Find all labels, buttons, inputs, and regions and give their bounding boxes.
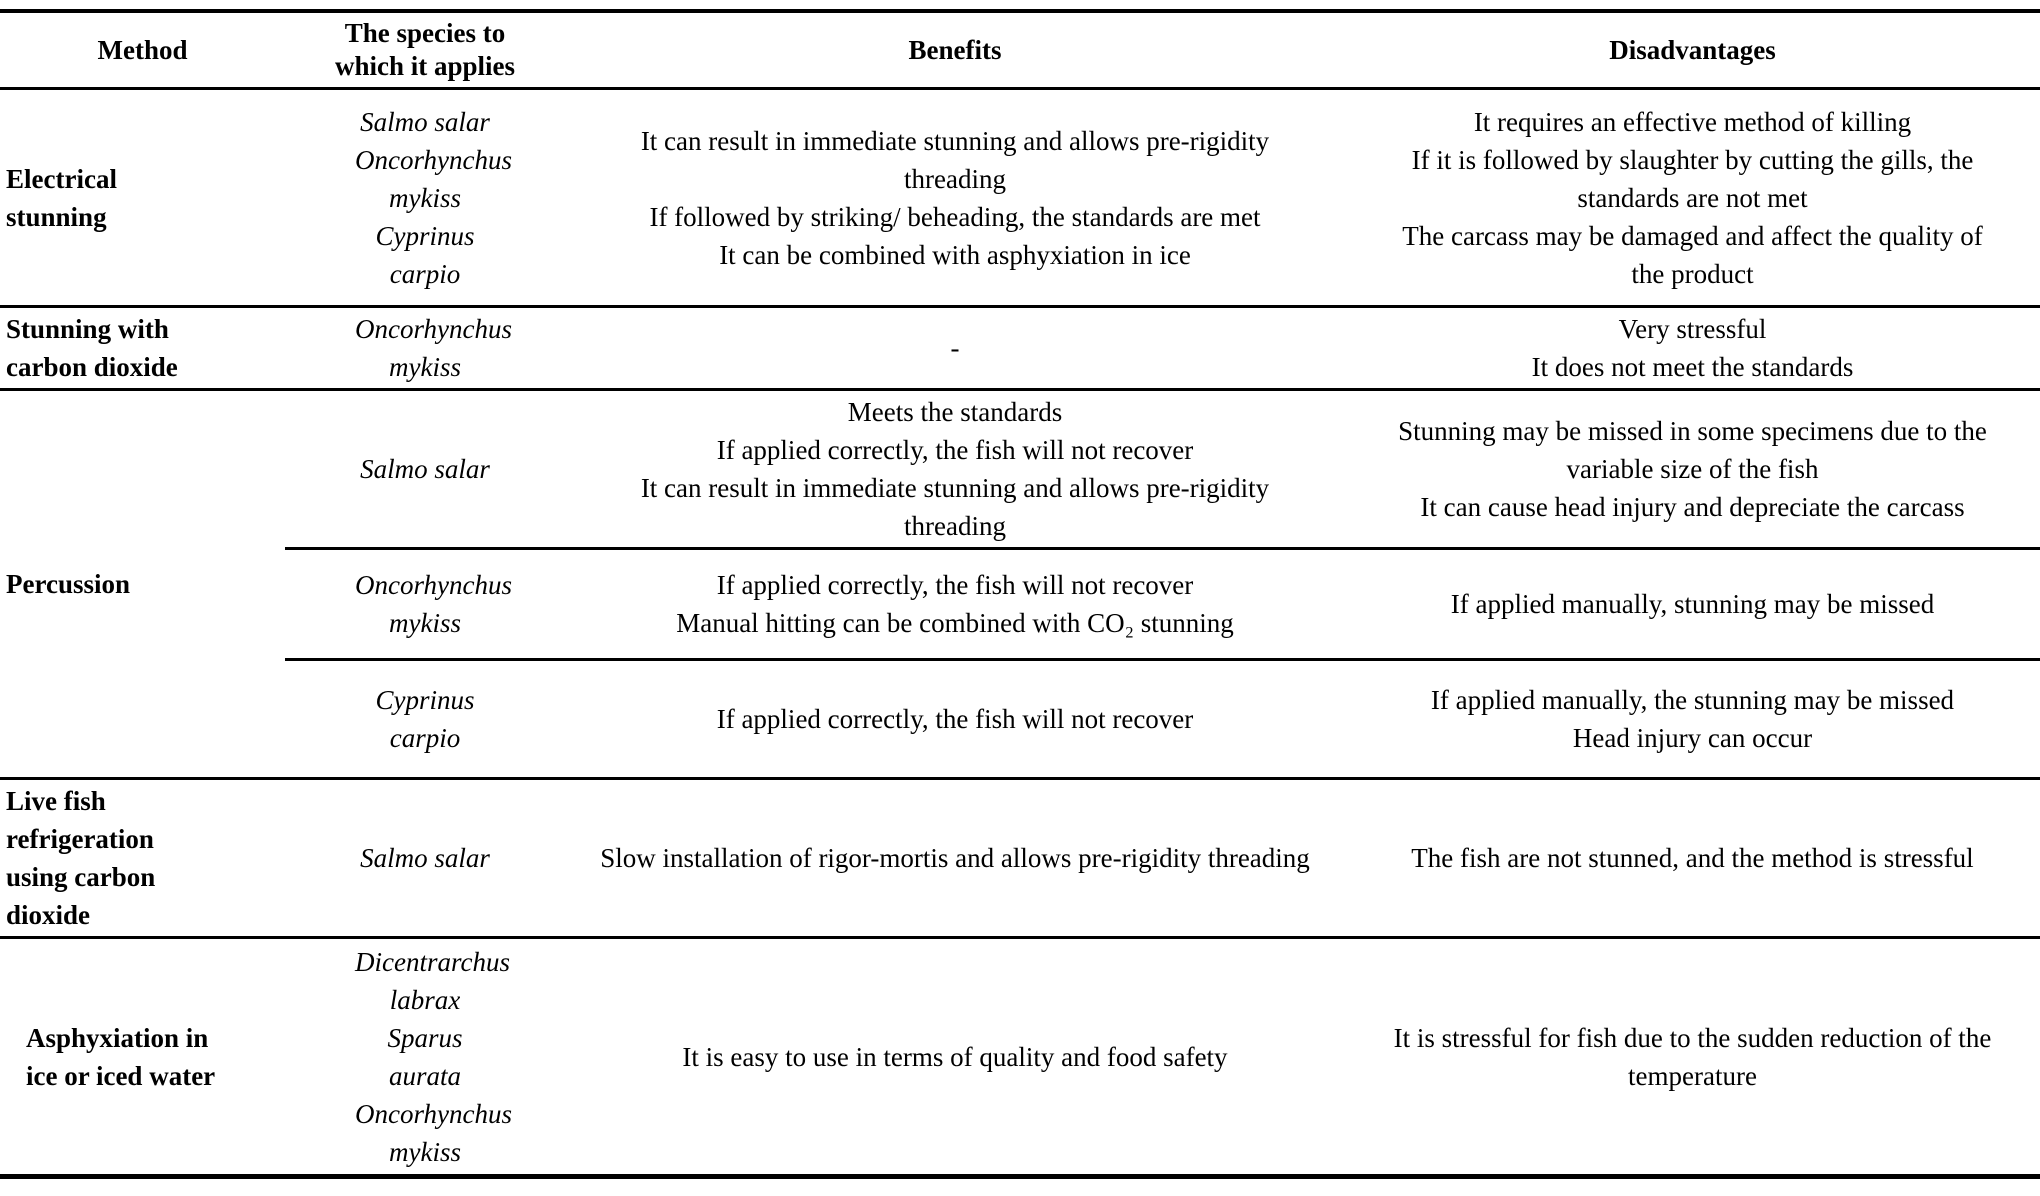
text-line: Cyprinus carpio xyxy=(375,685,475,753)
column-header-method-label: Method xyxy=(97,34,188,65)
species-list xyxy=(355,839,495,877)
table-row-electrical-stunning xyxy=(0,89,2040,307)
species-list xyxy=(355,450,495,488)
benefits-cell xyxy=(565,89,1345,307)
text-line: The fish are not stunned, and the method is stressful xyxy=(1411,843,1974,873)
benefits-cell xyxy=(565,307,1345,390)
disadvantages-list xyxy=(1383,839,2003,877)
column-header-species-label: The species to which it applies xyxy=(334,18,516,81)
text-line: If applied correctly, the fish will not recover xyxy=(716,435,1194,465)
column-header-method xyxy=(0,11,285,89)
species-list xyxy=(355,681,495,757)
column-header-benefits xyxy=(565,11,1345,89)
column-header-benefits-label: Benefits xyxy=(908,34,1002,65)
text-line: Salmo salar xyxy=(360,843,490,873)
method-label: Percussion xyxy=(6,569,131,599)
method-cell-stunning-carbon-dioxide xyxy=(0,307,285,390)
method-label: Live fish refrigeration using carbon dioxide xyxy=(6,786,156,930)
method-label: Electrical stunning xyxy=(6,163,117,232)
text-line: Cyprinus carpio xyxy=(375,220,475,289)
text-line: Dicentrarchus labrax xyxy=(355,946,510,1015)
disadvantages-list xyxy=(1383,103,2003,293)
method-cell-asphyxiation xyxy=(0,938,285,1177)
disadvantages-list xyxy=(1383,585,2003,623)
species-cell xyxy=(285,660,565,779)
disadvantages-list xyxy=(1383,1019,2003,1095)
method-cell-live-fish-refrigeration xyxy=(0,779,285,938)
text-line: It does not meet the standards xyxy=(1531,352,1854,382)
disadvantages-cell xyxy=(1345,660,2040,779)
text-line: It can result in immediate stunning and allows pre-rigidity threading xyxy=(640,473,1270,541)
text-line: The carcass may be damaged and affect the quality of the product xyxy=(1402,220,1983,289)
text-line: Slow installation of rigor-mortis and allows pre-rigidity threading xyxy=(600,843,1310,873)
benefits-list xyxy=(587,329,1323,367)
benefits-cell xyxy=(565,549,1345,660)
table-row-asphyxiation xyxy=(0,938,2040,1177)
text-line: If applied correctly, the fish will not recover xyxy=(716,570,1194,600)
text-line: It can result in immediate stunning and allows pre-rigidity threading xyxy=(640,125,1270,194)
species-list xyxy=(355,943,512,1171)
text-line: Meets the standards xyxy=(847,397,1063,427)
species-list xyxy=(355,566,512,642)
species-cell xyxy=(285,938,565,1177)
text-line: If it is followed by slaughter by cutting the gills, the standards are not met xyxy=(1411,144,1974,213)
text-line: Very stressful xyxy=(1618,314,1767,344)
disadvantages-list xyxy=(1383,310,2003,386)
text-line: It can be combined with asphyxiation in ice xyxy=(719,239,1191,270)
text-line: Oncorhynchus mykiss xyxy=(355,314,512,382)
disadvantages-cell xyxy=(1345,549,2040,660)
text-line: It requires an effective method of killing xyxy=(1473,106,1912,137)
species-cell xyxy=(285,779,565,938)
disadvantages-cell xyxy=(1345,779,2040,938)
table-row-percussion-salmo-salar xyxy=(0,390,2040,549)
text-line: Oncorhynchus mykiss xyxy=(355,1098,512,1167)
disadvantages-cell xyxy=(1345,307,2040,390)
text-line: Stunning may be missed in some specimens due to the variable size of the fish xyxy=(1398,416,1987,484)
text-line: Manual hitting can be combined with CO₂ stunning xyxy=(676,608,1234,638)
table-row-percussion-oncorhynchus-mykiss xyxy=(0,549,2040,660)
text-line: Salmo salar xyxy=(360,106,490,137)
column-header-disadvantages-label: Disadvantages xyxy=(1609,34,1776,65)
benefits-cell xyxy=(565,390,1345,549)
column-header-species xyxy=(285,11,565,89)
benefits-list xyxy=(587,839,1323,877)
method-label: Stunning with carbon dioxide xyxy=(6,314,178,382)
text-line: If applied manually, the stunning may be missed xyxy=(1430,685,1955,715)
header-row xyxy=(0,11,2040,89)
species-list xyxy=(355,103,512,293)
species-cell xyxy=(285,390,565,549)
method-cell-percussion xyxy=(0,390,285,779)
disadvantages-cell xyxy=(1345,89,2040,307)
disadvantages-cell xyxy=(1345,390,2040,549)
text-line: It is easy to use in terms of quality and food safety xyxy=(682,1041,1228,1072)
benefits-list xyxy=(587,393,1323,545)
text-line: Head injury can occur xyxy=(1572,723,1813,753)
text-line: Sparus aurata xyxy=(387,1022,463,1091)
text-line: Oncorhynchus mykiss xyxy=(355,144,512,213)
table-row-live-fish-refrigeration xyxy=(0,779,2040,938)
text-line: It is stressful for fish due to the sudden reduction of the temperature xyxy=(1393,1022,1992,1091)
benefits-cell xyxy=(565,779,1345,938)
text-line: Oncorhynchus mykiss xyxy=(355,570,512,638)
benefits-list xyxy=(587,122,1323,274)
text-line: Salmo salar xyxy=(360,454,490,484)
table-row-percussion-cyprinus-carpio xyxy=(0,660,2040,779)
column-header-disadvantages xyxy=(1345,11,2040,89)
method-label: Asphyxiation in ice or iced water xyxy=(26,1022,216,1091)
species-cell xyxy=(285,89,565,307)
table-row-stunning-carbon-dioxide xyxy=(0,307,2040,390)
species-cell xyxy=(285,549,565,660)
text-line: It can cause head injury and depreciate the carcass xyxy=(1420,492,1965,522)
species-cell xyxy=(285,307,565,390)
disadvantages-cell xyxy=(1345,938,2040,1177)
text-line: If applied correctly, the fish will not recover xyxy=(716,704,1194,734)
disadvantages-list xyxy=(1383,681,2003,757)
benefits-cell xyxy=(565,938,1345,1177)
text-line: If applied manually, stunning may be missed xyxy=(1450,589,1935,619)
benefits-cell xyxy=(565,660,1345,779)
species-list xyxy=(355,310,512,386)
fish-slaughter-methods-table xyxy=(0,9,2040,1179)
text-line: - xyxy=(950,333,960,363)
benefits-list xyxy=(587,700,1323,738)
text-line: If followed by striking/ beheading, the standards are met xyxy=(649,201,1261,232)
benefits-list xyxy=(587,566,1323,642)
disadvantages-list xyxy=(1383,412,2003,526)
benefits-list xyxy=(587,1038,1323,1076)
method-cell-electrical-stunning xyxy=(0,89,285,307)
